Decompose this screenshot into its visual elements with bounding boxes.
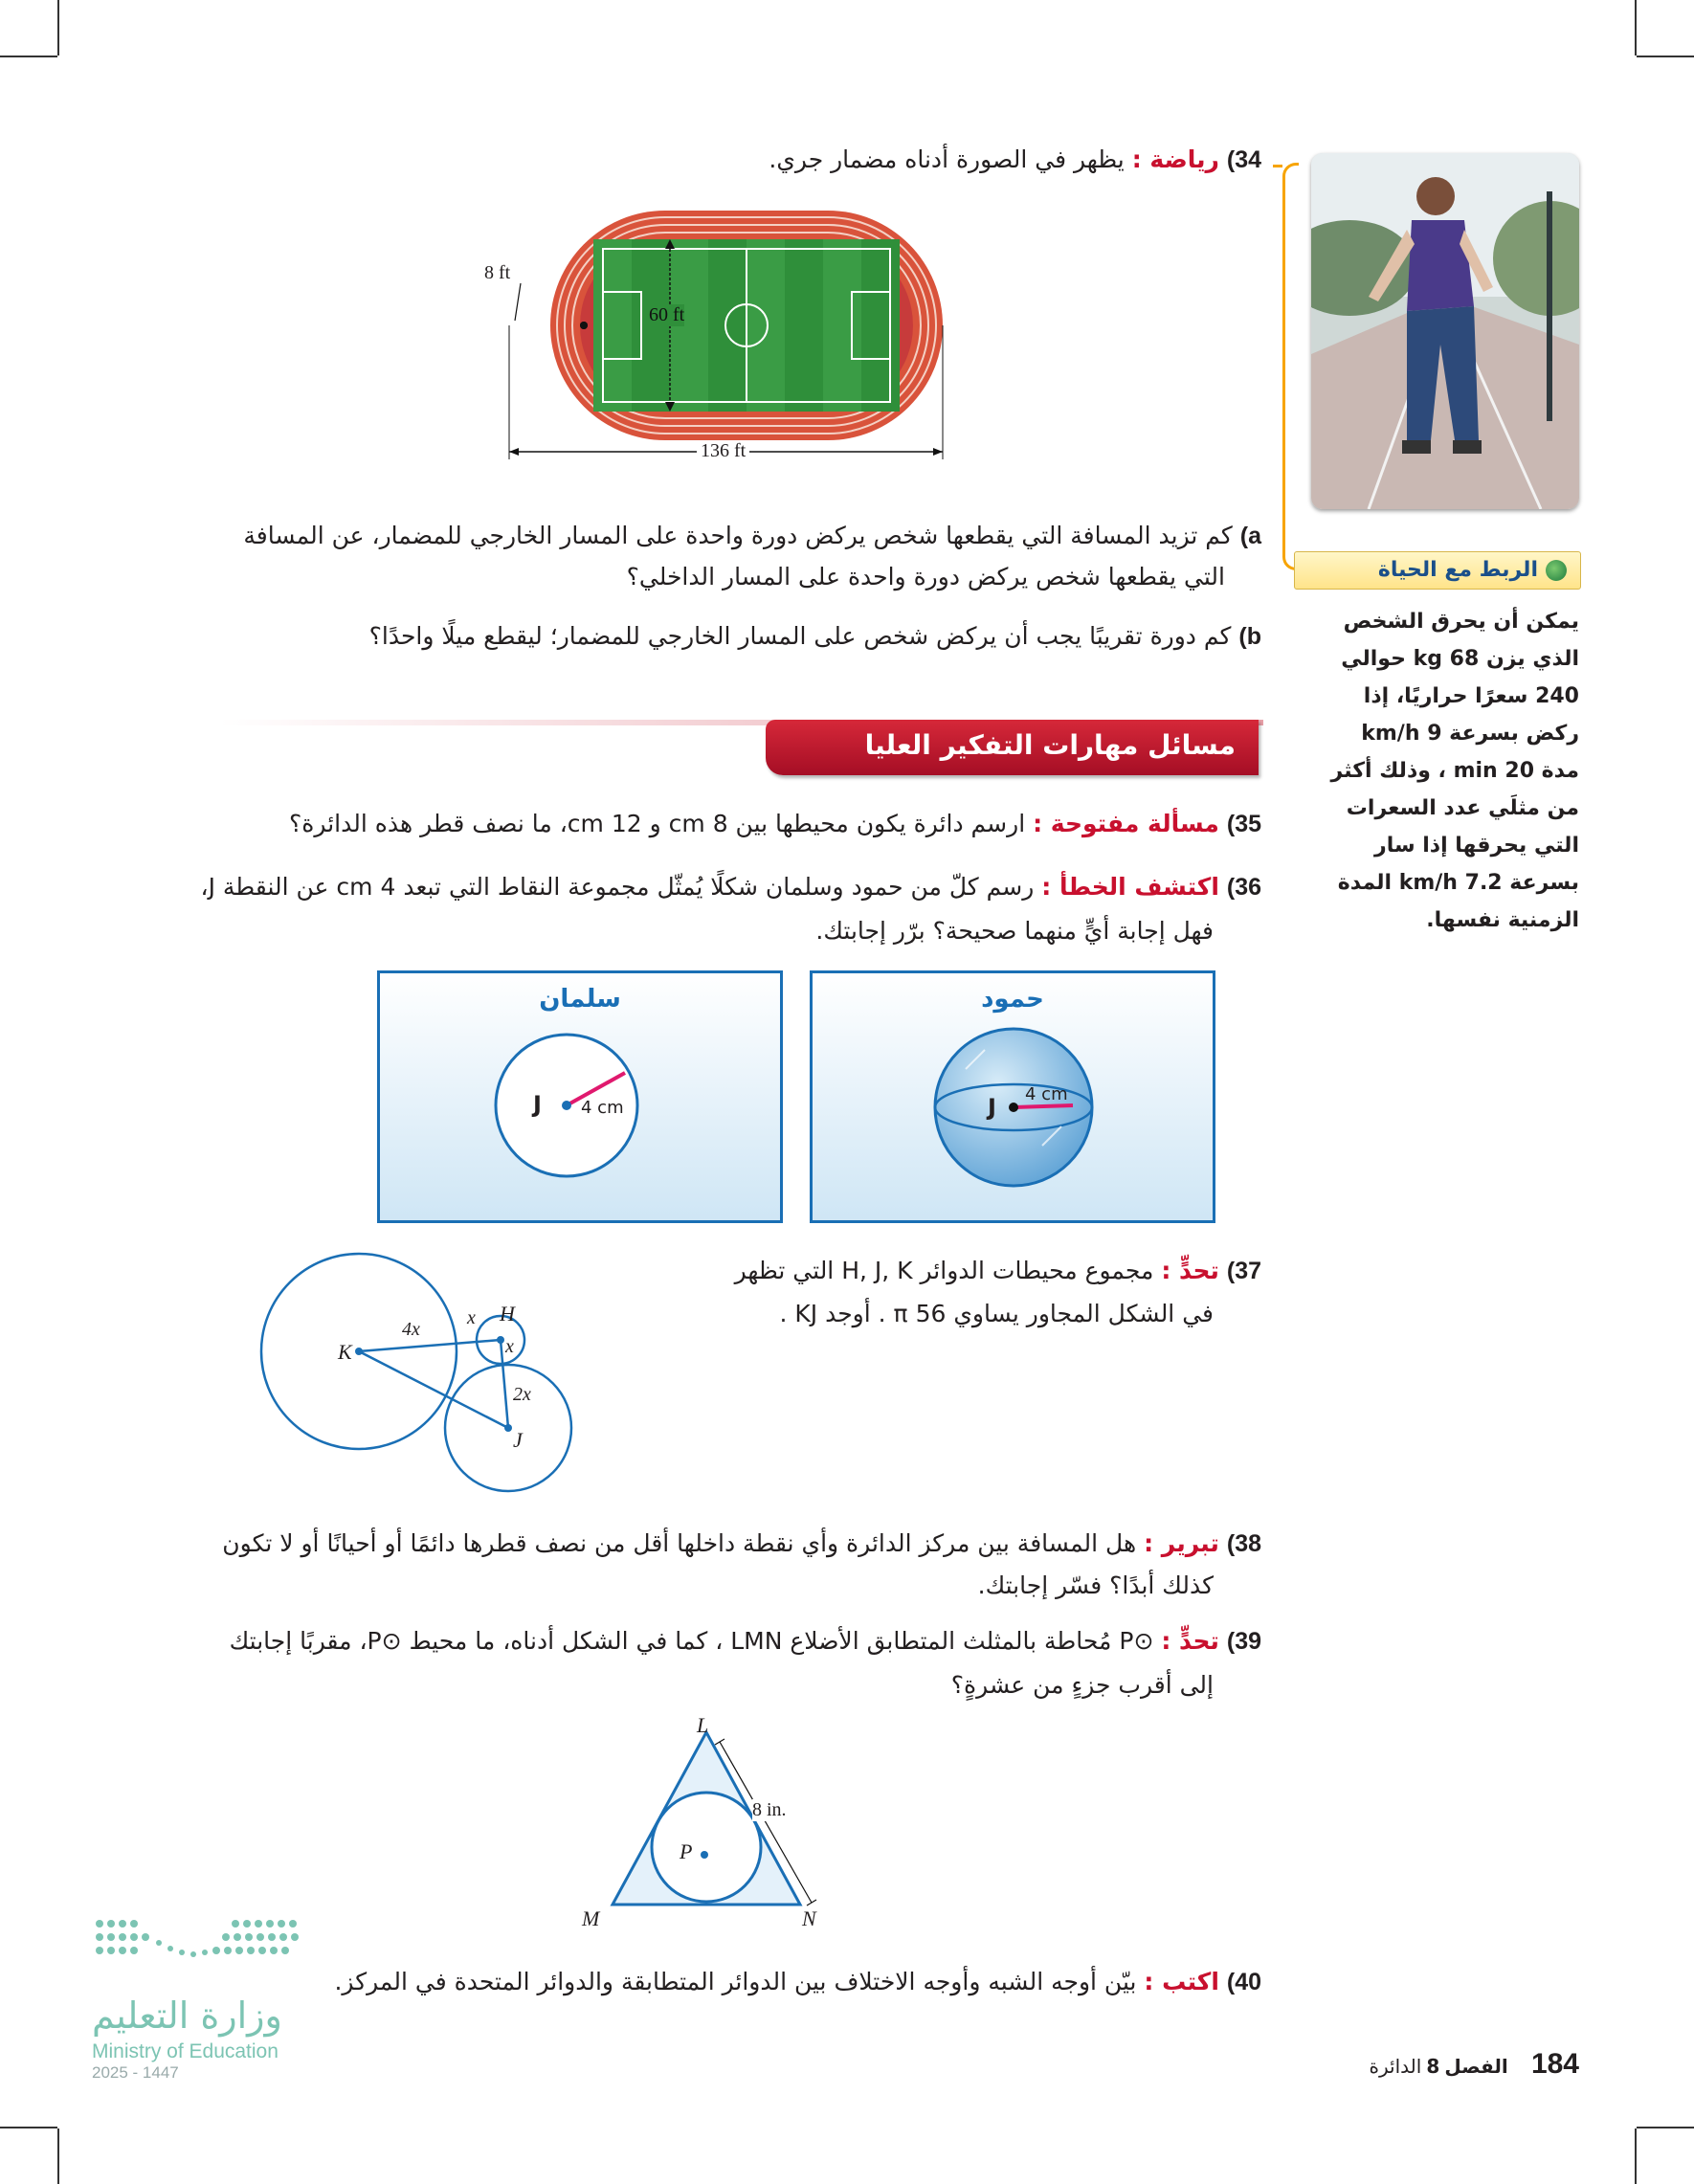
side-length-label: 8 in. (752, 1799, 787, 1820)
hj-length-label: 2x (513, 1384, 531, 1405)
q37-line1 (735, 1257, 1261, 1285)
sidebar-line: بسرعة 7.2 km/h المدة (1337, 871, 1579, 895)
track-length-label: 136 ft (697, 440, 749, 462)
q38-line2 (978, 1571, 1214, 1599)
point-j-label: J (513, 1428, 523, 1452)
q34-number: 34) (1226, 146, 1261, 173)
q36-text2: فهل إجابة أيٍّ منهما صحيحة؟ برّر إجابتك. (815, 917, 1214, 945)
three-circles-figure (249, 1244, 574, 1522)
globe-icon (1546, 560, 1567, 581)
sidebar-line: ركض بسرعة 9 km/h (1361, 722, 1579, 746)
sidebar-line: 240 سعرًا حراريًا، إذا (1363, 684, 1579, 708)
q34a-tag: a) (1239, 523, 1261, 549)
point-k-label: K (338, 1340, 352, 1364)
vertex-m-label: M (582, 1906, 600, 1930)
q36-line2 (815, 917, 1214, 945)
page-footer (1311, 2048, 1579, 2086)
q38-text2: كذلك أبدًا؟ فسّر إجابتك. (977, 1571, 1214, 1599)
h-radius-label-1: x (467, 1307, 476, 1328)
q37-heading: تحدٍّ : (1161, 1257, 1219, 1284)
q39-number: 39) (1226, 1628, 1261, 1655)
sidebar-connector-tick (1273, 165, 1282, 167)
q34b-tag: b) (1238, 623, 1261, 650)
q40-line (334, 1968, 1261, 1996)
salman-panel (377, 970, 783, 1223)
hamoud-point-label: J (988, 1094, 996, 1121)
section-banner (766, 720, 1259, 775)
ministry-arabic: وزارة التعليم (92, 1995, 282, 2037)
ministry-logo (92, 1914, 312, 2082)
section-title: مسائل مهارات التفكير العليا (864, 729, 1236, 761)
q36-number: 36) (1226, 874, 1261, 901)
q38-line1 (222, 1529, 1261, 1558)
hamoud-name: حمود (981, 985, 1044, 1014)
vertex-n-label: N (802, 1906, 816, 1930)
banner-label: الربط مع الحياة (1377, 558, 1538, 582)
q36-heading: اكتشف الخطأ : (1041, 873, 1219, 901)
q35-heading: مسألة مفتوحة : (1033, 810, 1219, 837)
center-p-label: P (680, 1839, 693, 1863)
page-number: 184 (1530, 2048, 1579, 2080)
hamoud-panel (810, 970, 1215, 1223)
q38-heading: تبرير : (1144, 1529, 1219, 1557)
life-connection-photo (1311, 153, 1579, 509)
chapter-number: 8 (1426, 2055, 1440, 2078)
salman-name: سلمان (539, 985, 621, 1014)
lane-width-label: 8 ft (484, 262, 511, 283)
kh-length-label: 4x (402, 1319, 420, 1340)
q34a-text1: كم تزيد المسافة التي يقطعها شخص يركض دورة واحدة على المسار الخارجي للمضمار، عن المسافة (243, 522, 1233, 549)
q38-text1: هل المسافة بين مركز الدائرة وأي نقطة داخلها أقل من نصف قطرها دائمًا أو أحيانًا أو لا تكون (222, 1529, 1137, 1557)
q34a-line1 (243, 522, 1261, 550)
ministry-year: 2025 - 1447 (92, 2063, 179, 2082)
q34b-text: كم دورة تقريبًا يجب أن يركض شخص على المسار الخارجي للمضمار؛ ليقطع ميلًا واحدًا؟ (368, 622, 1232, 650)
sidebar-text (1311, 603, 1579, 939)
salman-point-label: J (533, 1091, 542, 1118)
q34-text: يظهر في الصورة أدناه مضمار جري. (769, 145, 1125, 173)
q37-text1: مجموع محيطات الدوائر H, J, K التي تظهر (734, 1257, 1154, 1284)
q40-text: بيّن أوجه الشبه وأوجه الاختلاف بين الدوائر المتطابقة والدوائر المتحدة في المركز. (334, 1968, 1137, 1995)
q40-heading: اكتب : (1144, 1968, 1219, 1995)
sidebar-line: الزمنية نفسها. (1426, 908, 1579, 932)
q35-text: ارسم دائرة يكون محيطها بين 8 cm و 12 cm، ما نصف قطر هذه الدائرة؟ (289, 810, 1026, 837)
chapter-title: الدائرة (1369, 2055, 1422, 2078)
q34-line (769, 145, 1261, 174)
q39-text1: ⊙P مُحاطة بالمثلث المتطابق الأضلاع LMN ، كما في الشكل أدناه، ما محيط ⊙P، مقربًا إجابتك (229, 1627, 1154, 1655)
sidebar-line: يمكن أن يحرق الشخص (1343, 610, 1579, 634)
h-radius-label-2: x (505, 1336, 514, 1357)
vertex-l-label: L (697, 1713, 709, 1737)
hamoud-radius-label: 4 cm (1025, 1084, 1068, 1104)
sidebar-line: الذي يزن 68 kg حوالي (1341, 647, 1579, 671)
q36-text1: رسم كلّ من حمود وسلمان شكلًا يُمثّل مجموعة النقاط التي تبعد 4 cm عن النقطة J، (200, 873, 1035, 901)
ministry-english: Ministry of Education (92, 2040, 279, 2062)
q35-line (289, 810, 1261, 838)
q34a-line2 (627, 563, 1225, 591)
q37-text2: في الشكل المجاور يساوي 56 π . أوجد KJ . (779, 1300, 1214, 1327)
point-h-label: H (500, 1302, 515, 1326)
q39-line2 (951, 1671, 1214, 1699)
q39-text2: إلى أقرب جزءٍ من عشرةٍ؟ (950, 1671, 1214, 1699)
q37-number: 37) (1226, 1258, 1261, 1284)
salman-radius-label: 4 cm (581, 1098, 624, 1118)
sidebar-line: التي يحرقها إذا سار (1374, 834, 1579, 858)
chapter-label: الفصل (1444, 2055, 1508, 2078)
q39-line1 (230, 1627, 1261, 1656)
q34b-line (369, 622, 1261, 651)
sidebar-line: من مثلَي عدد السعرات (1346, 796, 1579, 820)
life-connection-banner (1294, 551, 1581, 590)
running-track-figure (484, 201, 957, 461)
field-width-label: 60 ft (649, 304, 685, 325)
q34-heading: رياضة : (1131, 145, 1219, 173)
sidebar-line: مدة 20 min ، وذلك أكثر (1330, 759, 1579, 783)
triangle-figure (574, 1713, 842, 1933)
q36-line1 (201, 873, 1262, 902)
q40-number: 40) (1226, 1969, 1261, 1995)
sidebar-connector (1282, 163, 1299, 570)
q38-number: 38) (1226, 1530, 1261, 1557)
q39-heading: تحدٍّ : (1161, 1627, 1219, 1655)
q37-line2 (779, 1300, 1214, 1327)
q35-number: 35) (1226, 811, 1261, 837)
q34a-text2: التي يقطعها شخص يركض دورة واحدة على المسار الداخلي؟ (626, 563, 1225, 591)
ministry-dots-icon (92, 1914, 302, 1972)
